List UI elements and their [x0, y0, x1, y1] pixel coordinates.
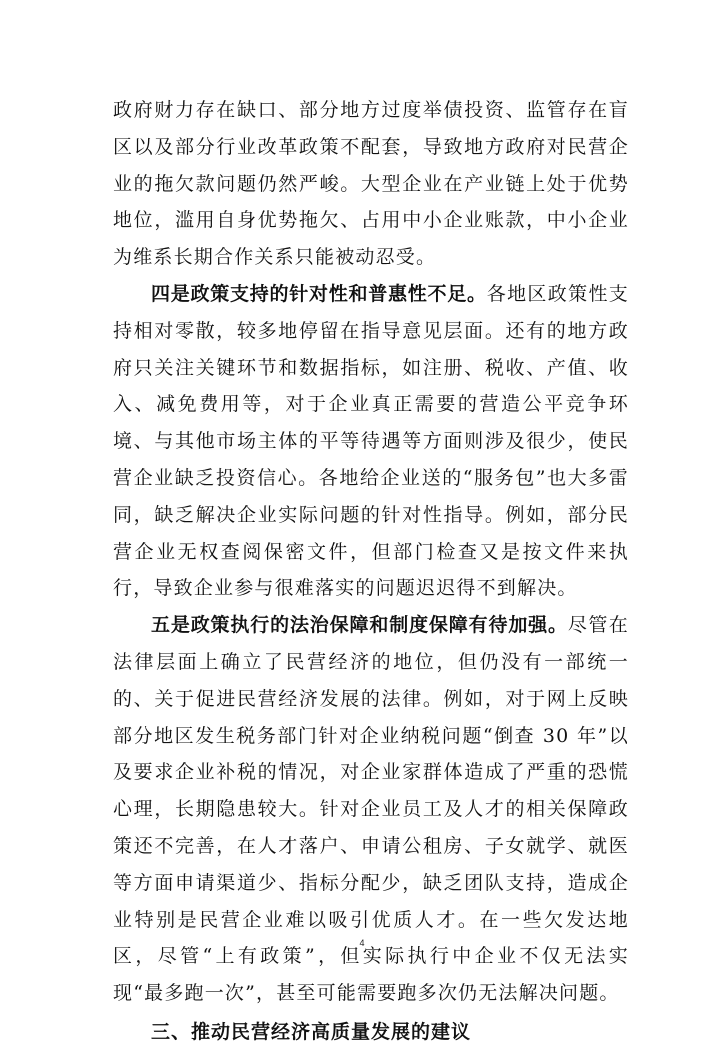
- paragraph-lead: 五是政策执行的法治保障和制度保障有待加强。: [151, 614, 568, 637]
- paragraph-text: 政府财力存在缺口、部分地方过度举债投资、监管存在盲区以及部分行业改革政策不配套，导致地方政府对民营企业的拖欠款问题仍然严峻。大型企业在产业链上处于优势地位，滥用自身优势拖欠、占用中小企业账款，中小企业为维系长期合作关系只能被动忍受。: [113, 99, 629, 269]
- paragraph-text: 尽管在法律层面上确立了民营经济的地位，但仍没有一部统一的、关于促进民营经济发展的法律。例如，对于网上反映部分地区发生税务部门针对企业纳税问题“倒查 30 年”以及要求企业补税的情况，对企业家群体造成了严重的恐慌心理，长期隐患较大。针对企业员工及人才的相关保障政策还不完善，在人才落户、申请公租房、子女就学、就医等方面申请渠道少、指标分配少，缺乏团队支持，造成企业特别是民营企业难以吸引优质人才。在一些欠发达地区，尽管“上有政策”，但实际执行中企业不仅无法实现“最多跑一次”，甚至可能需要跑多次仍无法解决问题。: [113, 614, 629, 1005]
- document-body: [113, 92, 629, 1051]
- paragraph-text: 各地区政策性支持相对零散，较多地停留在指导意见层面。还有的地方政府只关注关键环节和数据指标，如注册、税收、产值、收入、减免费用等，对于企业真正需要的营造公平竞争环境、与其他市场主体的平等待遇等方面则涉及很少，使民营企业缺乏投资信心。各地给企业送的“服务包”也大多雷同，缺乏解决企业实际问题的针对性指导。例如，部分民营企业无权查阅保密文件，但部门检查又是按文件来执行，导致企业参与很难落实的问题迟迟得不到解决。: [113, 282, 630, 600]
- paragraph-lead: 四是政策支持的针对性和普惠性不足。: [151, 282, 487, 305]
- page-number: 4: [359, 938, 365, 948]
- paragraph-legal-guarantee: [113, 607, 629, 1012]
- paragraph-continuation: [113, 92, 629, 276]
- paragraph-policy-targeting: [113, 276, 629, 607]
- section-heading: 三、推动民营经济高质量发展的建议: [151, 1020, 472, 1043]
